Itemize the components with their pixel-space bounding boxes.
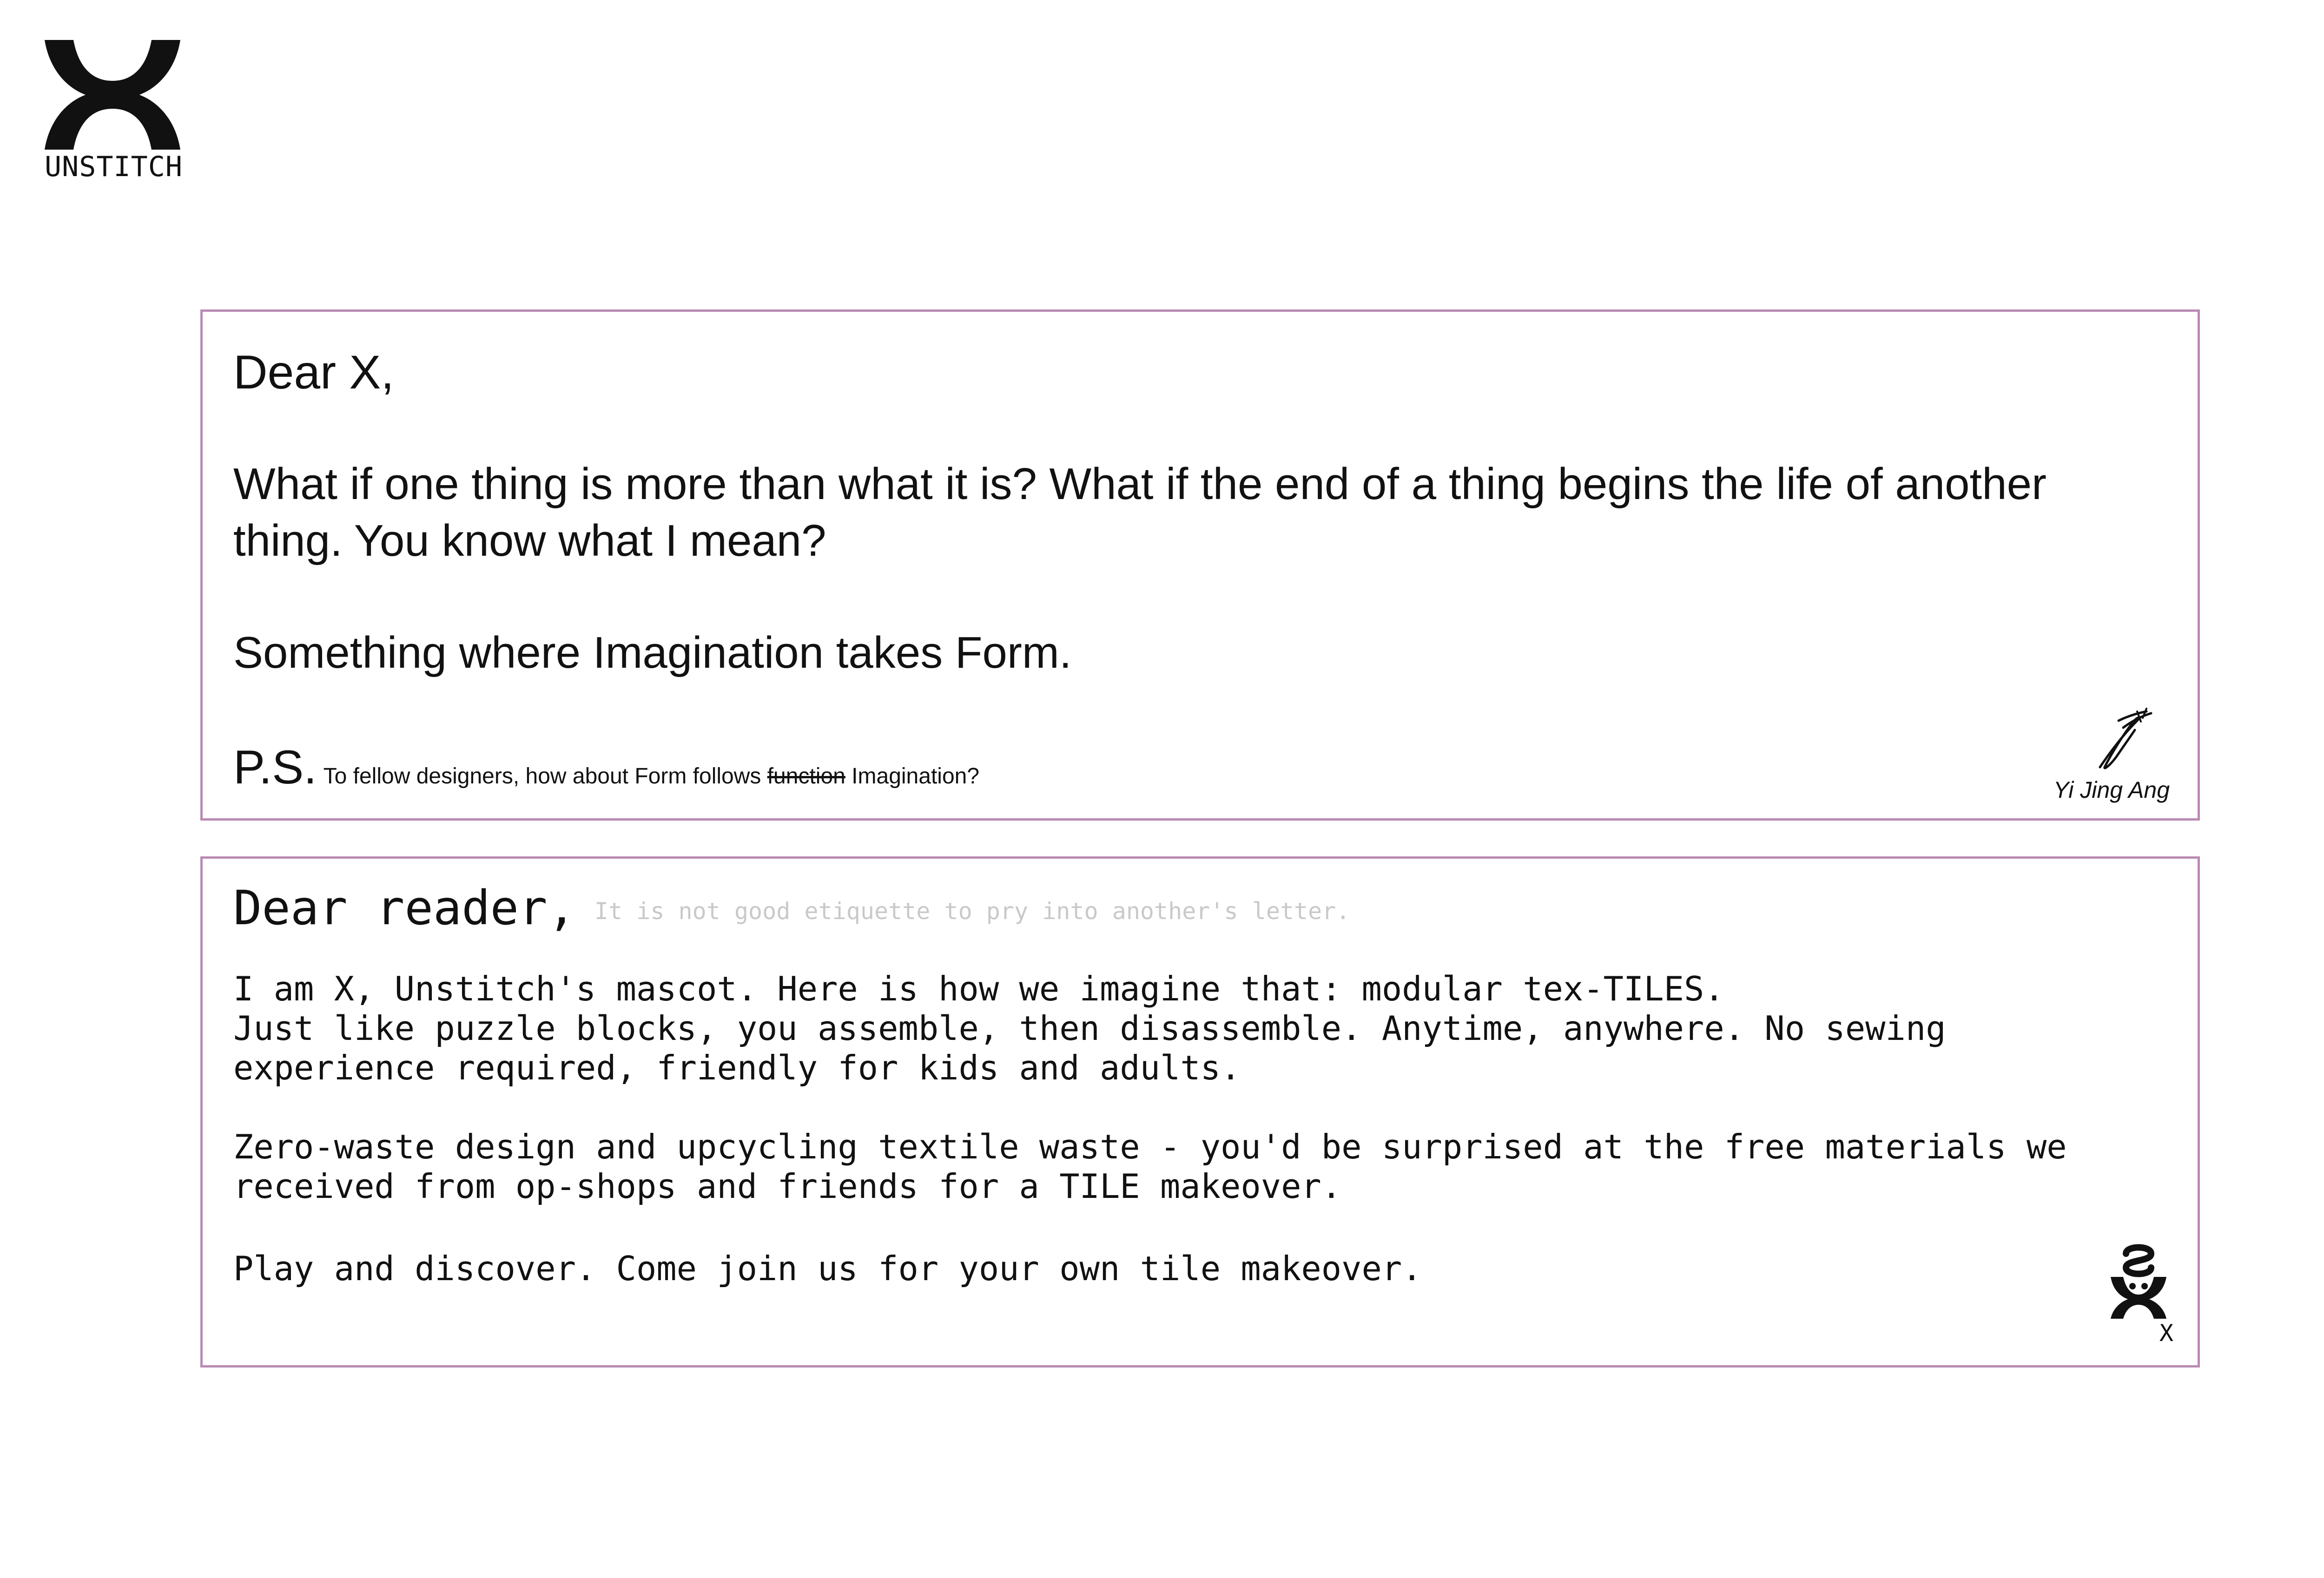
- letter-two-greeting: Dear reader,: [233, 881, 576, 936]
- letter-two-paragraph-2: Zero-waste design and upcycling textile waste - you'd be surprised at the free materials we received from op-shops and friends for a TILE makeover.: [233, 1127, 2067, 1206]
- letter-to-reader-card: [200, 856, 2200, 1368]
- brand-name: UNSTITCH: [45, 151, 183, 183]
- letter-two-greeting-line: [233, 878, 1350, 941]
- mascot-block: [2104, 1240, 2173, 1347]
- letter-one-greeting: Dear X,: [233, 346, 394, 399]
- ps-label: P.S.: [233, 741, 317, 794]
- ps-struck-word: function: [767, 764, 845, 789]
- brand-logo: [45, 40, 183, 189]
- x-mascot-face-icon: [2108, 1240, 2169, 1319]
- letter-two-paragraph-1: I am X, Unstitch's mascot. Here is how we imagine that: modular tex-TILES. Just like puzzle blocks, you assemble, then disassemble. Anytime, anywhere. No sewing experience required, friendly for kids and adults.: [233, 969, 1946, 1087]
- x-logo-icon: [45, 40, 180, 150]
- handwritten-signature: [2030, 702, 2170, 781]
- ps-text-after: Imagination?: [845, 764, 980, 789]
- letter-two-paragraph-3: Play and discover. Come join us for your own tile makeover.: [233, 1249, 1422, 1288]
- ps-text: [324, 764, 979, 789]
- letter-one-paragraph-1: What if one thing is more than what it is? What if the end of a thing begins the life of another thing. You know what I mean?: [233, 459, 2047, 565]
- signer-name: Yi Jing Ang: [2053, 777, 2170, 803]
- letter-one-paragraph-2: Something where Imagination takes Form.: [233, 628, 1072, 677]
- ps-text-before: To fellow designers, how about Form follows: [323, 764, 767, 789]
- letter-to-x-card: [200, 309, 2200, 821]
- mascot-label: X: [2159, 1320, 2173, 1347]
- signature-block: [2030, 702, 2170, 804]
- letter-one-postscript: [233, 739, 979, 804]
- etiquette-aside: It is not good etiquette to pry into another's letter.: [594, 898, 1350, 925]
